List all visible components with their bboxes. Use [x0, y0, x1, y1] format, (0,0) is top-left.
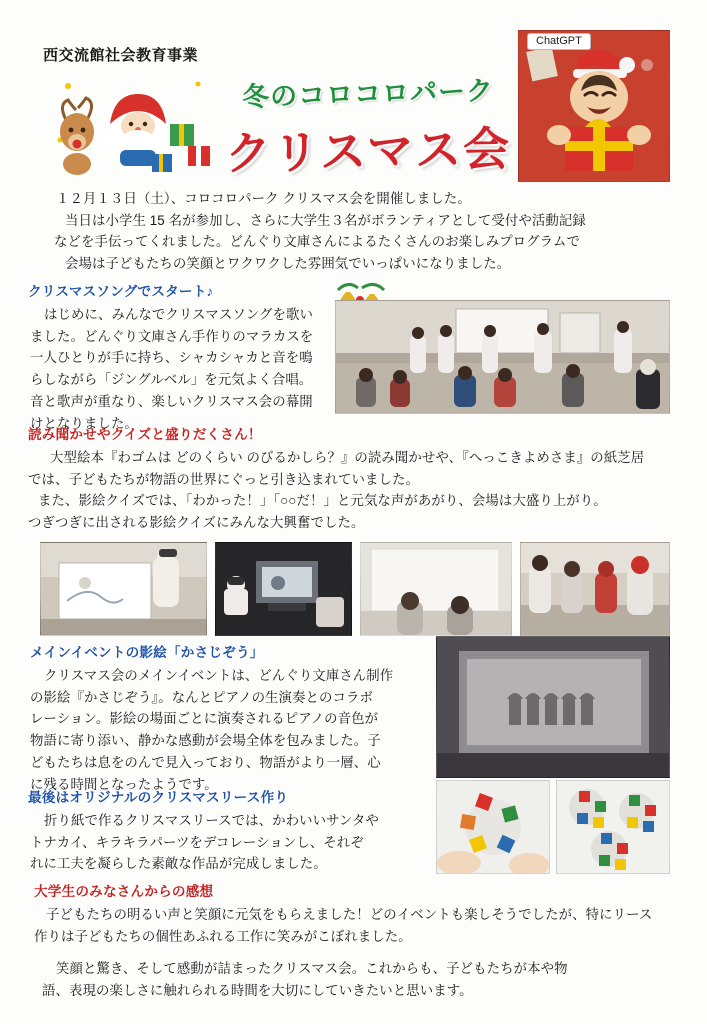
section4-line-3: れに工夫を凝らした素敵な作品が完成しました。	[30, 856, 327, 872]
section3-line-1: クリスマス会のメインイベントは、どんぐり文庫さん制作	[44, 668, 394, 683]
section2-text	[28, 447, 678, 534]
closing-line-2: 語、表現の楽しさに触れられる時間を大切にしていきたいと思います。	[42, 982, 473, 998]
section5-text	[34, 904, 684, 947]
intro-paragraph	[56, 188, 656, 275]
section5-line-2: 作りは子どもたちの個性あふれる工作に笑みがこぼれました。	[34, 928, 412, 944]
section3-line-5: どもたちは息をのんで見入っており、物語がより一層、心	[30, 754, 381, 770]
section1-line-3: 一人ひとりが手に持ち、シャカシャカと音を鳴	[30, 350, 313, 366]
section4-text	[30, 810, 420, 875]
section1-text	[30, 304, 330, 434]
organization-title: 西交流館社会教育事業	[43, 47, 199, 64]
section1-line-1: はじめに、みんなでクリスマスソングを歌い	[44, 307, 314, 322]
title-block	[218, 72, 518, 181]
section1-heading: クリスマスソングでスタート♪	[28, 284, 214, 299]
intro-line-3: などを手伝ってくれました。どんぐり文庫さんによるたくさんのお楽しみプログラムで	[54, 234, 580, 250]
section4-line-1: 折り紙で作るクリスマスリースでは、かわいいサンタや	[44, 813, 379, 828]
title-subtitle: 冬のコロコロパーク	[241, 75, 495, 113]
section1-line-6: けとなりました。	[30, 415, 138, 431]
intro-line-2: 当日は小学生 15 名が参加し、さらに大学生３名がボランティアとして受付や活動記録	[65, 212, 586, 228]
section3-line-2: の影絵『かさじぞう』。なんとピアノの生演奏とのコラボ	[30, 689, 373, 705]
section4-heading: 最後はオリジナルのクリスマスリース作り	[28, 790, 289, 805]
section1-line-5: 音と歌声が重なり、楽しいクリスマス会の幕開	[30, 393, 313, 409]
santa-reindeer-illustration	[48, 68, 218, 178]
section2-heading: 読み聞かせやクイズと盛りだくさん！	[28, 427, 262, 442]
section3-heading: メインイベントの影絵「かさじぞう」	[30, 645, 264, 660]
chatgpt-label: ChatGPT	[527, 33, 591, 50]
photo-finished-wreaths	[556, 780, 670, 874]
photo-kamishibai-stage	[360, 542, 512, 636]
photo-children-watching	[520, 542, 670, 636]
section2-line-2: では、子どもたちが物語の世界にぐっと引き込まれていました。	[28, 471, 419, 487]
intro-line-1: １２月１３日（土）、コロコロパーク クリスマス会を開催しました。	[56, 191, 471, 206]
photo-shadow-play-kasajizo	[436, 636, 670, 778]
closing-line-1: 笑顔と驚き、そして感動が詰まったクリスマス会。これからも、子どもたちが本や物	[56, 961, 568, 976]
photo-shadow-quiz-projector	[215, 542, 352, 636]
photo-wreath-making-hands	[436, 780, 550, 874]
section1-line-2: ました。どんぐり文庫さん手作りのマラカスを	[30, 328, 314, 344]
section3-line-6: に残る時間となったようです。	[30, 776, 218, 792]
section2-line-1: 大型絵本『わゴムは どのくらい のびるかしら？』の読み聞かせや、『へっこきよめさま』の紙芝居	[50, 450, 645, 465]
photo-boy-with-present	[518, 30, 670, 182]
section2-line-3: また、影絵クイズでは、「わかった！」「○○だ！」と元気な声があがり、会場は大盛り上がり。	[38, 493, 607, 509]
photo-big-picture-book	[40, 542, 207, 636]
section3-line-4: 物語に寄り添い、静かな感動が会場全体を包みました。子	[30, 733, 381, 749]
section3-text	[30, 665, 430, 795]
section4-line-2: トナカイ、キラキラパーツをデコレーションし、それぞ	[30, 834, 364, 850]
section1-line-4: らしながら「ジングルベル」を元気よく合唱。	[30, 372, 313, 388]
intro-line-4: 会場は子どもたちの笑顔とワクワクした雰囲気でいっぱいになりました。	[65, 256, 511, 272]
closing-text	[42, 958, 682, 1001]
section5-heading: 大学生のみなさんからの感想	[34, 884, 214, 899]
photo-christmas-song-group	[335, 300, 670, 414]
section5-line-1: 子どもたちの明るい声と笑顔に元気をもらえました！どのイベントも楽しそうでしたが、特にリース	[46, 907, 653, 922]
section2-line-4: つぎつぎに出される影絵クイズにみんな大興奮でした。	[28, 515, 365, 531]
page-title: クリスマス会	[224, 122, 512, 180]
section3-line-3: レーション。影絵の場面ごとに演奏されるピアノの音色が	[30, 711, 379, 727]
